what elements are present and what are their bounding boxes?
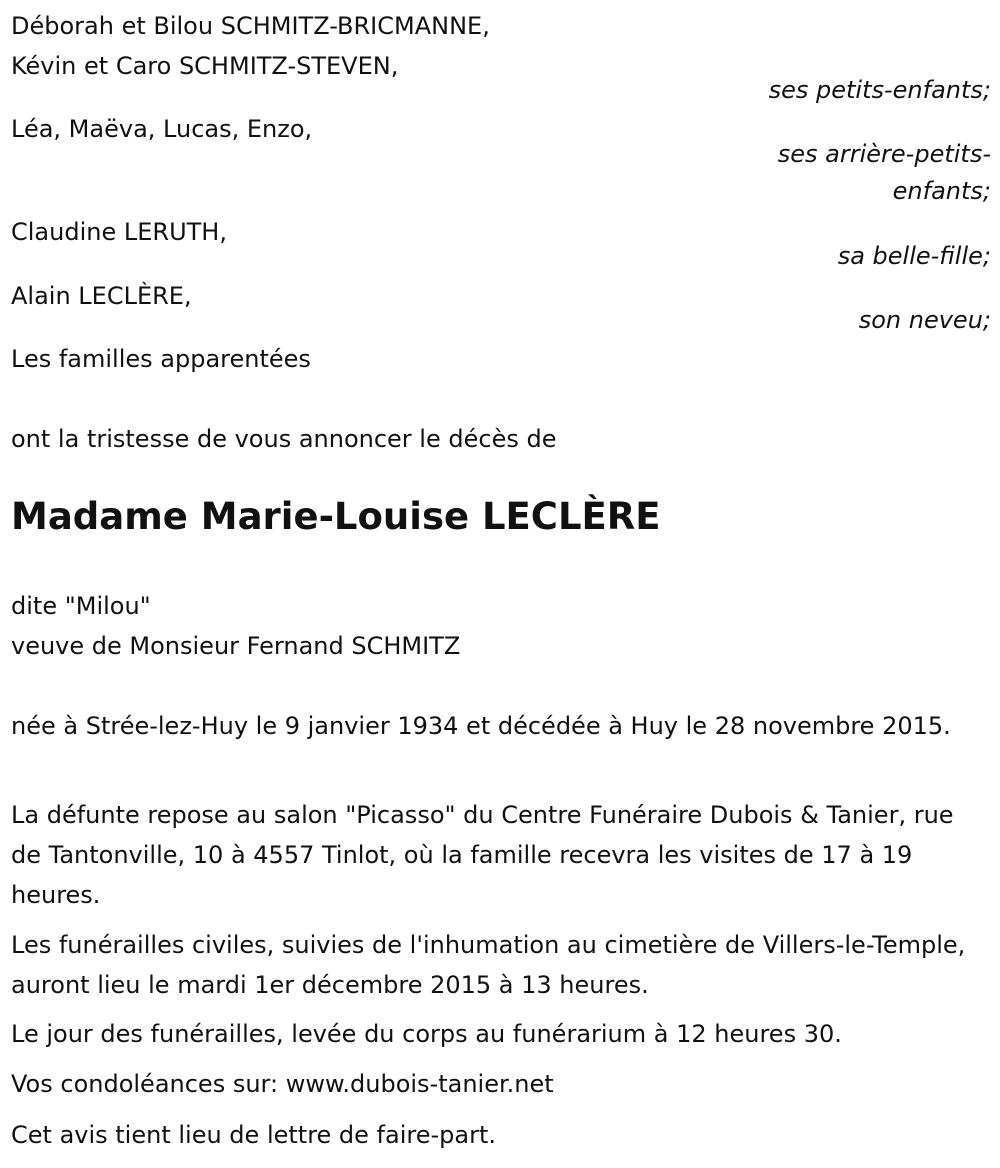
notice-paragraph: Cet avis tient lieu de lettre de faire-part. bbox=[11, 1121, 496, 1149]
birth-death-paragraph: née à Strée-lez-Huy le 9 janvier 1934 et décédée à Huy le 28 novembre 2015. bbox=[11, 712, 951, 740]
great-grandchildren-relation: ses arrière-petits-enfants; bbox=[777, 140, 991, 205]
grandchildren-line-1: Déborah et Bilou SCHMITZ-BRICMANNE, bbox=[11, 12, 490, 40]
nephew-line: Alain LECLÈRE, bbox=[11, 282, 192, 310]
grandchildren-line-2: Kévin et Caro SCHMITZ-STEVEN, bbox=[11, 52, 399, 80]
grandchildren-relation: ses petits-enfants; bbox=[768, 76, 991, 104]
departure-paragraph: Le jour des funérailles, levée du corps au funérarium à 12 heures 30. bbox=[11, 1020, 842, 1048]
deceased-nickname: dite "Milou" bbox=[11, 592, 151, 620]
daughter-in-law-line: Claudine LERUTH, bbox=[11, 218, 227, 246]
viewing-paragraph: La défunte repose au salon "Picasso" du Centre Funéraire Dubois & Tanier, rue de Tantonville, 10 à 4557 Tinlot, où la famille recevra les visites de 17 à 19 heures. bbox=[11, 801, 954, 909]
deceased-name: Madame Marie-Louise LECLÈRE bbox=[11, 495, 661, 538]
great-grandchildren-line: Léa, Maëva, Lucas, Enzo, bbox=[11, 115, 313, 143]
condolences-paragraph: Vos condoléances sur: www.dubois-tanier.net bbox=[11, 1070, 554, 1098]
daughter-in-law-relation: sa belle-fille; bbox=[837, 242, 991, 270]
relatives-line: Les familles apparentées bbox=[11, 345, 311, 373]
announcement-line: ont la tristesse de vous annoncer le décès de bbox=[11, 425, 557, 453]
nephew-relation: son neveu; bbox=[858, 306, 991, 334]
deceased-widow-of: veuve de Monsieur Fernand SCHMITZ bbox=[11, 632, 461, 660]
funeral-paragraph: Les funérailles civiles, suivies de l'inhumation au cimetière de Villers-le-Temple, auront lieu le mardi 1er décembre 2015 à 13 heures. bbox=[11, 931, 966, 999]
